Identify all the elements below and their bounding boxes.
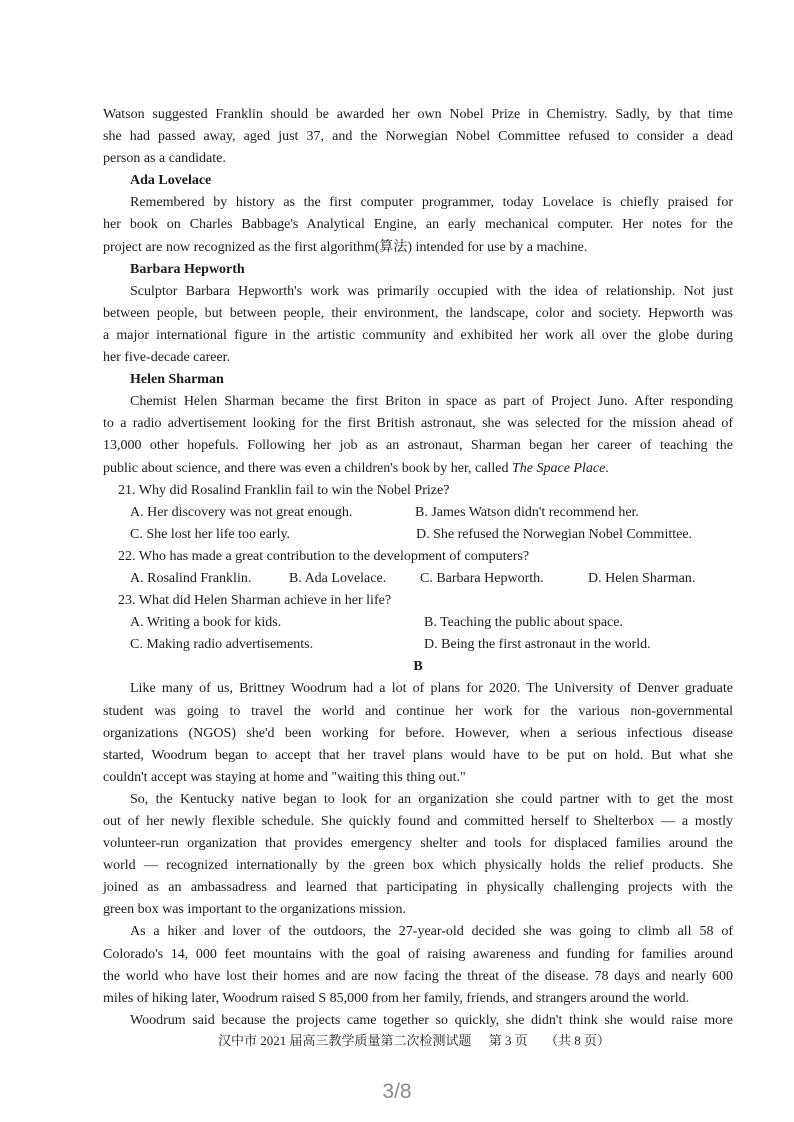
passage-a-line-text: public about science, and there was even a children's book by her, called xyxy=(103,460,512,476)
passage-a-line: to a radio advertisement looking for the first British astronaut, she was selected for the mission ahead of xyxy=(103,416,733,432)
option-a: A. Writing a book for kids. xyxy=(130,615,282,631)
passage-b-line: started, Woodrum began to accept that her travel plans would have to be put on hold. But what she xyxy=(103,747,733,763)
passage-a-line: a major international figure in the artistic community and exhibited her work all over the globe during xyxy=(103,327,733,343)
option-c: C. She lost her life too early. xyxy=(130,526,291,542)
option-d: D. Being the first astronaut in the world. xyxy=(424,637,651,653)
passage-b-line: So, the Kentucky native began to look for an organization she could partner with to get the most xyxy=(130,791,733,807)
passage-a-line: Watson suggested Franklin should be awarded her own Nobel Prize in Chemistry. Sadly, by that time xyxy=(103,107,733,122)
passage-b-line: organizations (NGOS) she'd been working for before. However, when a serious infectious disease xyxy=(103,725,733,741)
question-options-row xyxy=(103,524,733,546)
passage-b-line: Colorado's 14, 000 feet mountains with the goal of raising awareness and funding for families around xyxy=(103,946,733,962)
passage-b-line: Like many of us, Brittney Woodrum had a lot of plans for 2020. The University of Denver graduate xyxy=(130,681,733,697)
section-heading-barbara-hepworth: Barbara Hepworth xyxy=(130,261,245,277)
passage-b-label: B xyxy=(413,659,423,675)
option-a: A. Rosalind Franklin. xyxy=(130,570,252,586)
question-options-row xyxy=(103,568,733,590)
passage-b-line: volunteer-run organization that provides emergency shelter and tools for displaced families around the xyxy=(103,836,733,852)
page-number: 第 3 页 xyxy=(488,1033,528,1048)
question-options-row xyxy=(103,612,733,634)
passage-b-line: couldn't accept was staying at home and "waiting this thing out." xyxy=(103,769,466,785)
option-c: C. Barbara Hepworth. xyxy=(420,570,544,586)
page-text-body xyxy=(103,104,733,1032)
question-options-row xyxy=(103,634,733,656)
passage-b-line: As a hiker and lover of the outdoors, the 27-year-old decided she was going to climb all 58 of xyxy=(130,924,733,940)
passage-a-line: person as a candidate. xyxy=(103,151,226,167)
passage-b-line: student was going to travel the world and continue her work for the various non-governmental xyxy=(103,703,733,719)
question-stem-21: 21. Why did Rosalind Franklin fail to win the Nobel Prize? xyxy=(118,482,450,498)
option-b: B. Ada Lovelace. xyxy=(289,570,387,586)
book-title: The Space Place xyxy=(511,460,606,476)
passage-a-line: Chemist Helen Sharman became the first Briton in space as part of Project Juno. After responding xyxy=(130,394,733,410)
passage-a-line: 13,000 other hopefuls. Following her job as an astronaut, Sharman began her career of teaching the xyxy=(103,438,733,454)
page-footer xyxy=(218,1031,624,1051)
question-options-row xyxy=(103,502,733,524)
passage-a-line: Sculptor Barbara Hepworth's work was primarily occupied with the idea of relationship. Not just xyxy=(130,283,733,299)
exam-title: 汉中市 2021 届高三教学质量第二次检测试题 xyxy=(218,1033,472,1048)
passage-b-line: Woodrum said because the projects came together so quickly, she didn't think she would raise more xyxy=(130,1012,733,1028)
option-c: C. Making radio advertisements. xyxy=(130,637,314,653)
passage-a-line: her book on Charles Babbage's Analytical Engine, an early mechanical computer. Her notes for the xyxy=(103,217,733,233)
passage-b-line: miles of hiking later, Woodrum raised S 85,000 from her family, friends, and strangers around the world. xyxy=(103,990,690,1006)
question-stem-23: 23. What did Helen Sharman achieve in her life? xyxy=(118,593,392,609)
option-a: A. Her discovery was not great enough. xyxy=(130,504,353,520)
section-heading-ada-lovelace: Ada Lovelace xyxy=(130,173,212,189)
passage-a-line: project are now recognized as the first algorithm(算法) intended for use by a machine. xyxy=(103,239,588,255)
passage-a-line: between people, but between people, their environment, the landscape, color and society. Hepworth was xyxy=(103,305,733,321)
passage-a-line: she had passed away, aged just 37, and the Norwegian Nobel Committee refused to consider a dead xyxy=(103,129,733,145)
option-d: D. She refused the Norwegian Nobel Committee. xyxy=(416,526,693,542)
passage-b-line: joined as an ambassadress and learned that participating in physically challenging projects with the xyxy=(103,880,733,896)
passage-b-line: the world who have lost their homes and are now facing the threat of the disease. 78 days and nearly 600 xyxy=(103,968,733,984)
section-heading-helen-sharman: Helen Sharman xyxy=(130,372,224,388)
book-title-punctuation: . xyxy=(605,460,609,476)
option-d: D. Helen Sharman. xyxy=(588,570,696,586)
passage-a-line: Remembered by history as the first computer programmer, today Lovelace is chiefly praised for xyxy=(130,195,733,211)
passage-a-line: her five-decade career. xyxy=(103,350,231,366)
question-stem-22: 22. Who has made a great contribution to the development of computers? xyxy=(118,548,530,564)
page-indicator: 3/8 xyxy=(382,1080,412,1103)
total-pages: （共 8 页） xyxy=(545,1033,611,1048)
passage-a-line xyxy=(103,458,733,480)
option-b: B. Teaching the public about space. xyxy=(424,615,623,631)
passage-b-line: green box was important to the organizations mission. xyxy=(103,902,407,918)
passage-b-line: world — recognized internationally by the green box which physically holds the relief products. She xyxy=(103,858,733,874)
passage-b-line: out of her newly flexible schedule. She quickly found and committed herself to Shelterbox — a mostly xyxy=(103,814,733,829)
option-b: B. James Watson didn't recommend her. xyxy=(415,504,639,520)
